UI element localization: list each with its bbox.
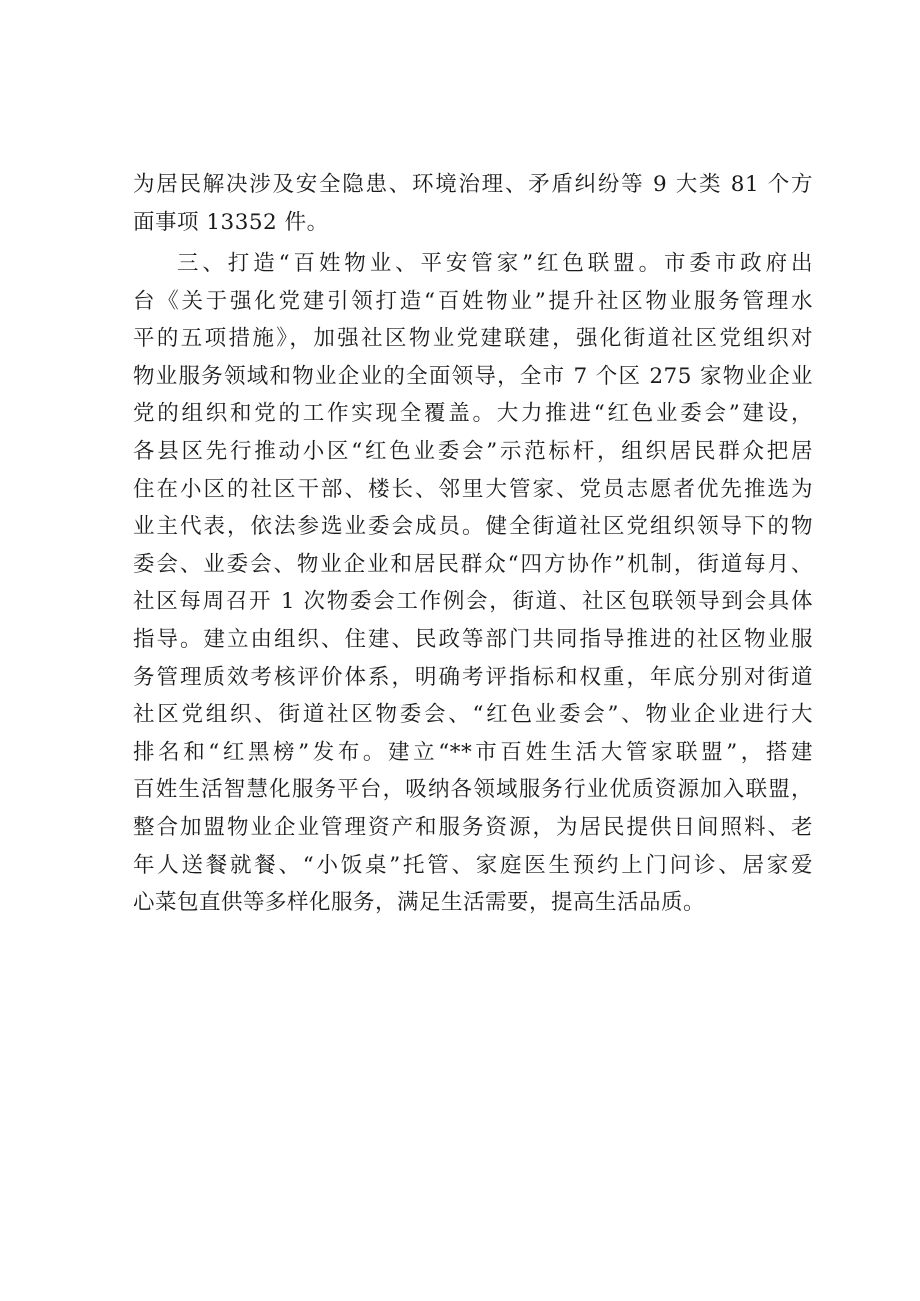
text-line: 整合加盟物业企业管理资产和服务资源，为居民提供日间照料、老 [133,814,813,840]
text-line: 三、打造“百姓物业、平安管家”红色联盟。市委市政府出 [177,251,813,276]
text-line: 党的组织和党的工作实现全覆盖。大力推进“红色业委会”建设， [133,401,813,427]
text-line: 为居民解决涉及安全隐患、环境治理、矛盾纠纷等 9 大类 81 个方 [133,172,813,197]
paragraph-2 [133,245,813,922]
text-line: 住在小区的社区干部、楼长、邻里大管家、党员志愿者优先推选为 [133,476,813,502]
text-line: 心菜包直供等多样化服务，满足生活需要，提高生活品质。 [133,890,706,916]
text-line: 社区党组织、街道社区物委会、“红色业委会”、物业企业进行大 [133,702,813,728]
text-line: 务管理质效考核评价体系，明确考评指标和权重，年底分别对街道 [133,664,813,690]
text-line: 业主代表，依法参选业委会成员。健全街道社区党组织领导下的物 [133,514,813,540]
text-line: 各县区先行推动小区“红色业委会”示范标杆，组织居民群众把居 [133,438,813,464]
text-line: 物业服务领域和物业企业的全面领导，全市 7 个区 275 家物业企业 [133,363,813,389]
text-line: 年人送餐就餐、“小饭桌”托管、家庭医生预约上门问诊、居家爱 [133,852,813,878]
text-line: 排名和“红黑榜”发布。建立“**市百姓生活大管家联盟”，搭建 [133,739,813,765]
text-line: 台《关于强化党建引领打造“百姓物业”提升社区物业服务管理水 [133,288,813,314]
text-line: 平的五项措施》，加强社区物业党建联建，强化街道社区党组织对 [133,326,813,352]
text-line: 社区每周召开 1 次物委会工作例会，街道、社区包联领导到会具体 [133,589,813,615]
text-line: 指导。建立由组织、住建、民政等部门共同指导推进的社区物业服 [133,626,813,652]
text-line: 委会、业委会、物业企业和居民群众“四方协作”机制，街道每月、 [133,551,813,577]
text-line: 百姓生活智慧化服务平台，吸纳各领域服务行业优质资源加入联盟， [133,777,813,803]
paragraph-1 [133,166,813,241]
text-line: 面事项 13352 件。 [133,209,329,235]
